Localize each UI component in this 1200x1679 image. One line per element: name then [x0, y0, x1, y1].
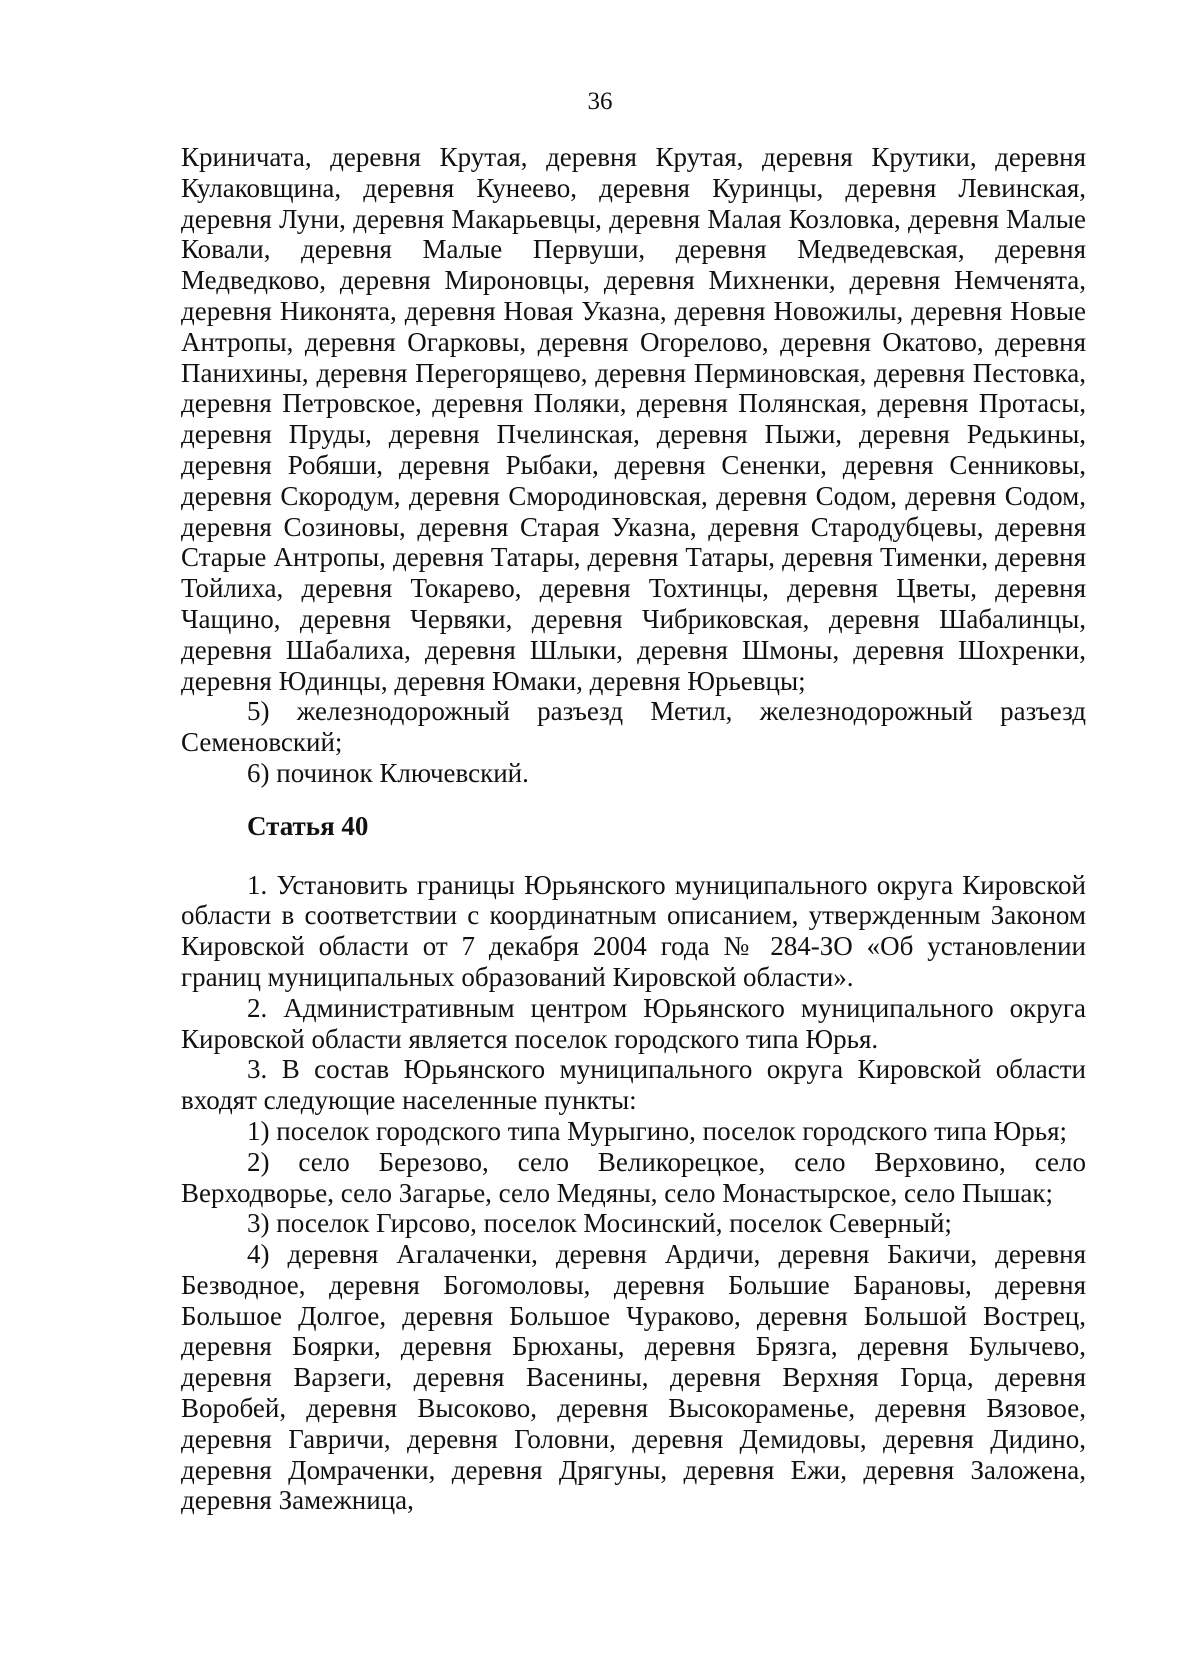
settlement-list-item-4: 4) деревня Агалаченки, деревня Ардичи, деревня Бакичи, деревня Безводное, деревня Богомоловы, деревня Большие Барановы, деревня Большое Долгое, деревня Большое Чураково, деревня Большой Вострец, деревня Боярки, деревня Брюханы, деревня Брязга, деревня Булычево, деревня Варзеги, деревня Васенины, деревня Верхняя Горца, деревня Воробей, деревня Высоково, деревня Высокораменье, деревня Вязовое, деревня Гавричи, деревня Головни, деревня Демидовы, деревня Дидино, деревня Домраченки, деревня Дрягуны, деревня Ежи, деревня Заложена, деревня Замежница, [181, 1239, 1086, 1516]
settlement-list-item-2: 2) село Березово, село Великорецкое, село Верховино, село Верходворье, село Загарье, село Медяны, село Монастырское, село Пышак; [181, 1146, 1086, 1208]
settlement-list-item-3: 3) поселок Гирсово, поселок Мосинский, поселок Северный; [247, 1208, 952, 1239]
article-paragraph-3: 3. В состав Юрьянского муниципального округа Кировской области входят следующие населенные пункты: [181, 1054, 1086, 1116]
article-paragraph-2: 2. Административным центром Юрьянского муниципального округа Кировской области является поселок городского типа Юрья. [181, 992, 1086, 1054]
document-body [181, 142, 1086, 1516]
article-paragraph-1: 1. Установить границы Юрьянского муниципального округа Кировской области в соответствии с координатным описанием, утвержденным Законом Кировской области от 7 декабря 2004 года № 284-ЗО «Об установлении границ муниципальных образований Кировской области». [181, 869, 1086, 992]
list-item-6: 6) починок Ключевский. [247, 757, 529, 788]
page-number: 36 [587, 88, 613, 115]
settlement-list-item-1: 1) поселок городского типа Мурыгино, поселок городского типа Юрья; [247, 1115, 1068, 1146]
continuation-paragraph: Криничата, деревня Крутая, деревня Крутая, деревня Крутики, деревня Кулаковщина, деревня Кунеево, деревня Куринцы, деревня Левинская, деревня Луни, деревня Макарьевцы, деревня Малая Козловка, деревня Малые Ковали, деревня Малые Первуши, деревня Медведевская, деревня Медведково, деревня Мироновцы, деревня Михненки, деревня Немченята, деревня Никонята, деревня Новая Указна, деревня Новожилы, деревня Новые Антропы, деревня Огарковы, деревня Огорелово, деревня Окатово, деревня Панихины, деревня Перегорящево, деревня Перминовская, деревня Пестовка, деревня Петровское, деревня Поляки, деревня Полянская, деревня Протасы, деревня Пруды, деревня Пчелинская, деревня Пыжи, деревня Редькины, деревня Робяши, деревня Рыбаки, деревня Сененки, деревня Сенниковы, деревня Скородум, деревня Смородиновская, деревня Содом, деревня Содом, деревня Созиновы, деревня Старая Указна, деревня Стародубцевы, деревня Старые Антропы, деревня Татары, деревня Татары, деревня Тименки, деревня Тойлиха, деревня Токарево, деревня Тохтинцы, деревня Цветы, деревня Чащино, деревня Червяки, деревня Чибриковская, деревня Шабалинцы, деревня Шабалиха, деревня Шлыки, деревня Шмоны, деревня Шохренки, деревня Юдинцы, деревня Юмаки, деревня Юрьевцы; [181, 142, 1086, 696]
article-title: Статья 40 [247, 810, 369, 841]
list-item-5: 5) железнодорожный разъезд Метил, железнодорожный разъезд Семеновский; [181, 696, 1086, 758]
